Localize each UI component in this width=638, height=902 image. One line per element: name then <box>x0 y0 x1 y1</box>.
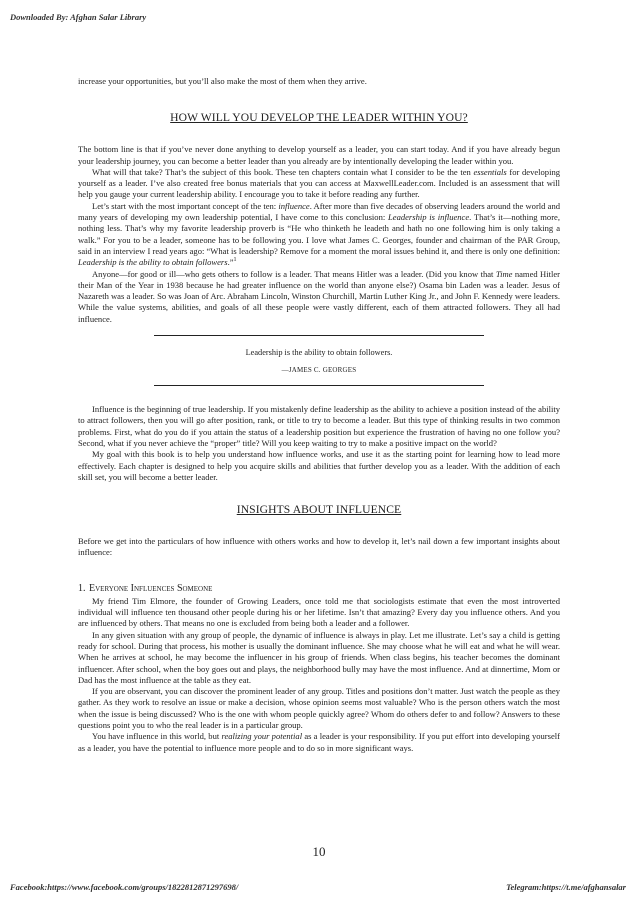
quote-rule-bottom <box>154 385 484 386</box>
paragraph-influence-concept: Let’s start with the most important concept of the ten: influence. After more than five decades of observing leaders around the world and many years of developing my own leadership potential, I have come to this conclusion: Leadership is influence. That’s it—nothing more, nothing less. That’s why my favorite leadership proverb is “He who thinketh he leadeth and hath no one following him is only taking a walk.” For you to be a leader, someone has to be following you. I love what James C. Georges, founder and chairman of the PAR Group, said in an interview I read years ago: “What is leadership? Remove for a moment the moral issues behind it, and there is only one definition: Leadership is the ability to obtain followers.”$^1$ <box>78 200 560 268</box>
paragraph-you-have-influence: You have influence in this world, but realizing your potential as a leader is your responsibility. If you put effort into developing yourself as a leader, you have the potential to influence more people and to do so in more significant ways. <box>78 731 560 753</box>
footnote-ref: 1 <box>233 257 237 264</box>
quote-author: —JAMES C. GEORGES <box>281 366 357 375</box>
footer-watermark-facebook: Facebook:https://www.facebook.com/groups/1822812871297698/ <box>10 882 239 892</box>
paragraph-insights-intro: Before we get into the particulars of how influence with others works and how to develop it, let’s nail down a few important insights about influence: <box>78 536 560 558</box>
paragraph-observant: If you are observant, you can discover the prominent leader of any group. Titles and positions don’t matter. Just watch the people as they gather. As they work to resolve an issue or make a decision, whose opinion seems most valuable? Who is the person others watch the most when the issue is being discussed? Who is the one with whom people quickly agree? Whom do others defer to and follow? Answers to these questions point you to who the real leader is in a particular group. <box>78 686 560 730</box>
paragraph-influence-beginning: Influence is the beginning of true leadership. If you mistakenly define leadership as the ability to achieve a position instead of the ability to attract followers, then you will go after position, rank, or title to try to become a leader. But this type of thinking results in two common problems. First, what do you do if you attain the status of a leadership position but experience the frustration of having no one follow you? Second, what if you never achieve the “proper” title? Will you keep waiting to try to make a positive impact on the world? <box>78 404 560 448</box>
lead-paragraph: increase your opportunities, but you’ll also make the most of them when they arrive. <box>78 76 367 86</box>
quote-text: Leadership is the ability to obtain followers. <box>245 348 393 358</box>
paragraph-my-goal: My goal with this book is to help you understand how influence works, and use it as the starting point for learning how to lead more effectively. Each chapter is designed to help you acquire skills and abilities that further develop you as a leader. With the addition of each skill set, you will become a better leader. <box>78 449 560 482</box>
pull-quote <box>78 335 560 386</box>
paragraph-dynamic-of-influence: In any given situation with any group of people, the dynamic of influence is always in play. Let me illustrate. Let’s say a child is getting ready for school. During that process, his mother is usually the dominant influence. She may choose what he will eat and what he will wear. When he arrives at school, he may become the influencer in his group of friends. When class begins, his teacher becomes the dominant influencer. After school, when the boy goes out and plays, the neighborhood bully may have the most influence. And at dinnertime, Mom or Dad has the most influence at the table as they eat. <box>78 629 560 685</box>
page-number: 10 <box>312 844 326 859</box>
section-heading-develop: HOW WILL YOU DEVELOP THE LEADER WITHIN YOU? <box>170 111 468 125</box>
section-heading-insights: INSIGHTS ABOUT INFLUENCE <box>236 503 402 517</box>
footer-watermark-telegram: Telegram:https://t.me/afghansalar <box>506 882 626 892</box>
paragraph-tim-elmore: My friend Tim Elmore, the founder of Growing Leaders, once told me that sociologists estimate that even the most introverted individual will influence ten thousand other people during his or her lifetime. Isn’t that amazing? Every day you influence others. And you are influenced by others. That means no one is excluded from being both a leader and a follower. <box>78 595 560 629</box>
paragraph-bottom-line: The bottom line is that if you’ve never done anything to develop yourself as a leader, you can start today. And if you have already begun your leadership journey, you can become a better leader than you already are by intentionally developing the leader within you. <box>78 144 560 166</box>
paragraph-what-will-it-take: What will that take? That’s the subject of this book. These ten chapters contain what I consider to be the ten essentials for developing yourself as a leader. I’ve also created free bonus materials that you can access at MaxwellLeader.com. Included is an assessment that will help you gauge your current leadership ability. I encourage you to take it before reading any further. <box>78 166 561 200</box>
page-body <box>78 74 560 754</box>
header-watermark: Downloaded By: Afghan Salar Library <box>10 12 147 22</box>
subsection-heading-everyone-influences: 1. Everyone Influences Someone <box>78 582 213 594</box>
paragraph-anyone-leader: Anyone—for good or ill—who gets others to follow is a leader. That means Hitler was a leader. (Did you know that Time named Hitler their Man of the Year in 1938 because he had greater influence on the world than anyone else?) Osama bin Laden was a leader. Jesus of Nazareth was a leader. So was Joan of Arc. Abraham Lincoln, Winston Churchill, Martin Luther King Jr., and John F. Kennedy were leaders. While the value systems, abilities, and goals of all these people were vastly different, each of them attracted followers. They all had influence. <box>78 268 560 324</box>
quote-rule-top <box>154 335 484 336</box>
